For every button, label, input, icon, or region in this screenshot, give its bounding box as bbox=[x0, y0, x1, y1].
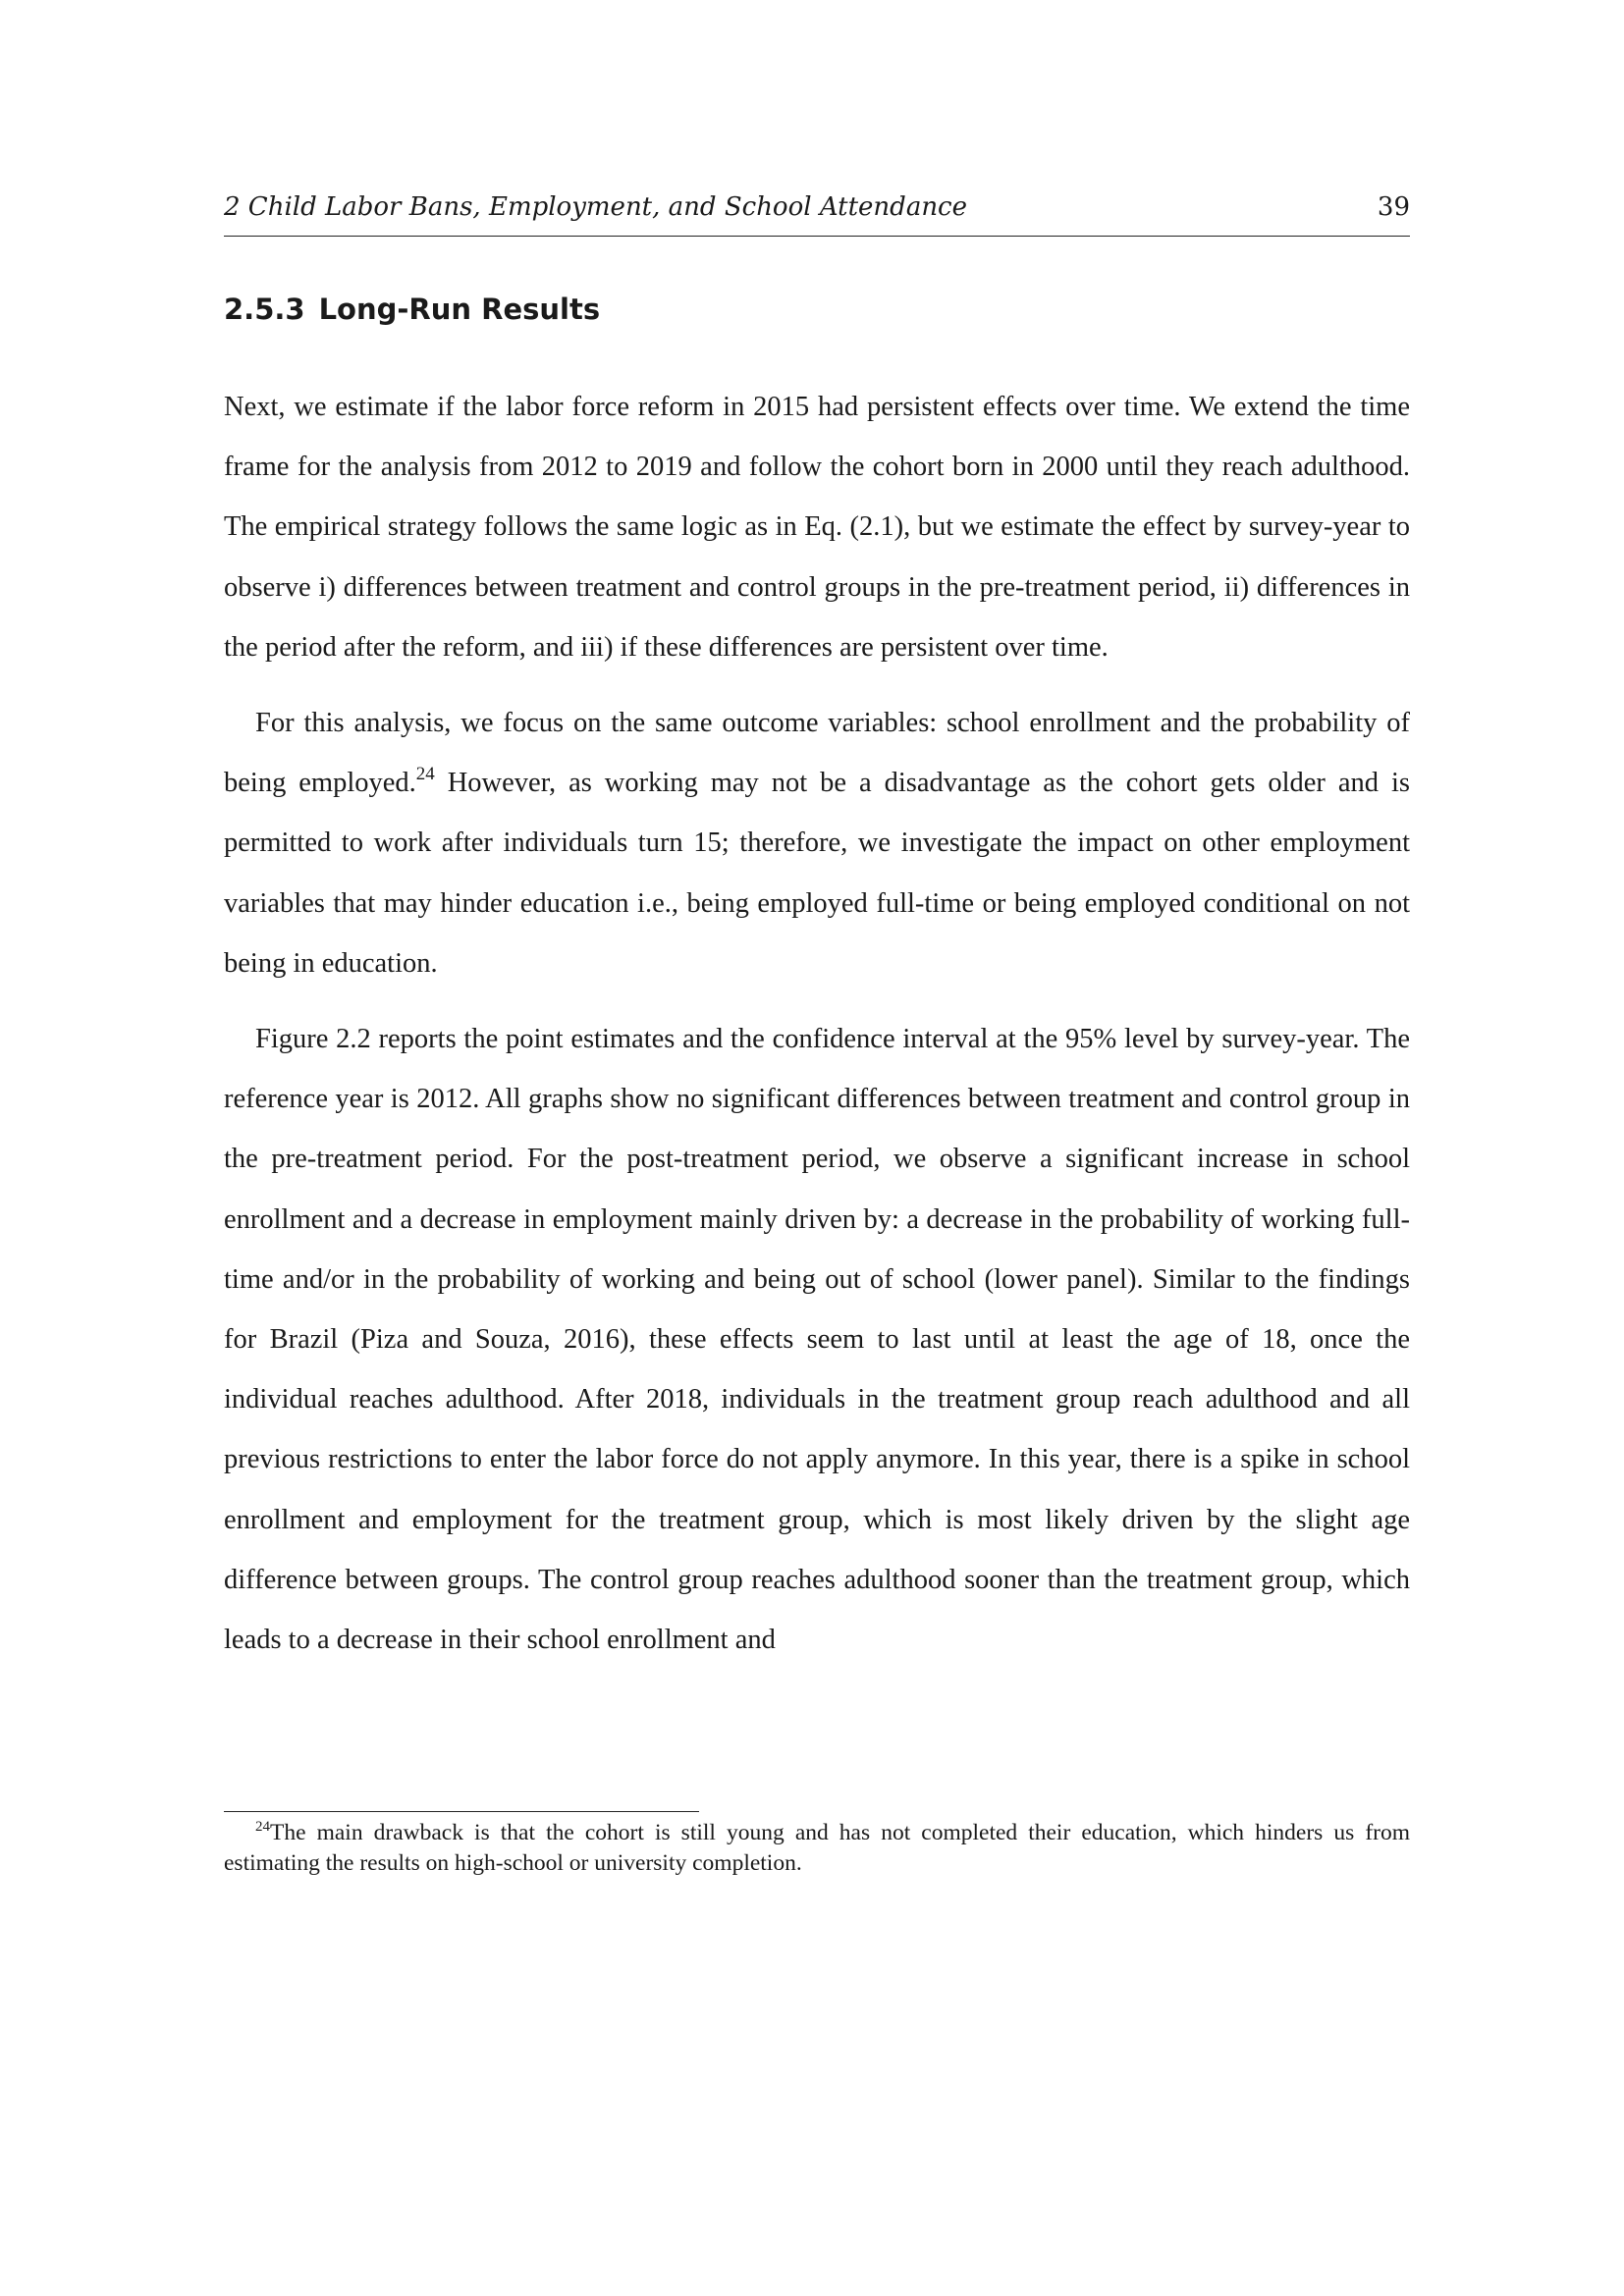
section-number: 2.5.3 bbox=[224, 293, 305, 326]
paragraph-2 bbox=[224, 693, 1410, 993]
chapter-title: 2 Child Labor Bans, Employment, and School Attendance bbox=[224, 192, 968, 222]
paragraph-2-lead: For this analysis, we focus on the same outcome variables: school enrollment and the probability of being employed. bbox=[224, 708, 1410, 799]
running-header bbox=[224, 187, 1410, 237]
paragraph-2-rest: However, as working may not be a disadvantage as the cohort gets older and is permitted to work after individuals turn 15; therefore, we investigate the impact on other employment variables that may hinder education i.e., being employed full-time or being employed conditional on not being in education. bbox=[224, 768, 1410, 979]
body-text bbox=[224, 377, 1410, 1685]
footnote-reference[interactable]: 24 bbox=[415, 764, 435, 785]
footnote-rule bbox=[224, 1811, 699, 1812]
footnote-text: The main drawback is that the cohort is still young and has not completed their education, which hinders us from estimating the results on high-school or university completion. bbox=[224, 1820, 1410, 1876]
footnote-mark: 24 bbox=[255, 1819, 270, 1835]
footnote bbox=[224, 1818, 1410, 1879]
paragraph-3: Figure 2.2 reports the point estimates and the confidence interval at the 95% level by survey-year. The reference year is 2012. All graphs show no significant differences between treatment and control group in the pre-treatment period. For the post-treatment period, we observe a significant increase in school enrollment and a decrease in employment mainly driven by: a decrease in the probability of working full-time and/or in the probability of working and being out of school (lower panel). Similar to the findings for Brazil (Piza and Souza, 2016), these effects seem to last until at least the age of 18, once the individual reaches adulthood. After 2018, individuals in the treatment group reach adulthood and all previous restrictions to enter the labor force do not apply anymore. In this year, there is a spike in school enrollment and employment for the treatment group, which is most likely driven by the slight age difference between groups. The control group reaches adulthood sooner than the treatment group, which leads to a decrease in their school enrollment and bbox=[224, 1024, 1410, 1656]
section-title: Long-Run Results bbox=[318, 293, 601, 326]
section-heading bbox=[224, 293, 600, 326]
page-number: 39 bbox=[1377, 192, 1410, 222]
paragraph-1: Next, we estimate if the labor force reform in 2015 had persistent effects over time. We extend the time frame for the analysis from 2012 to 2019 and follow the cohort born in 2000 until they reach adulthood. The empirical strategy follows the same logic as in Eq. (2.1), but we estimate the effect by survey-year to observe i) differences between treatment and control groups in the pre-treatment period, ii) differences in the period after the reform, and iii) if these differences are persistent over time. bbox=[224, 392, 1410, 663]
